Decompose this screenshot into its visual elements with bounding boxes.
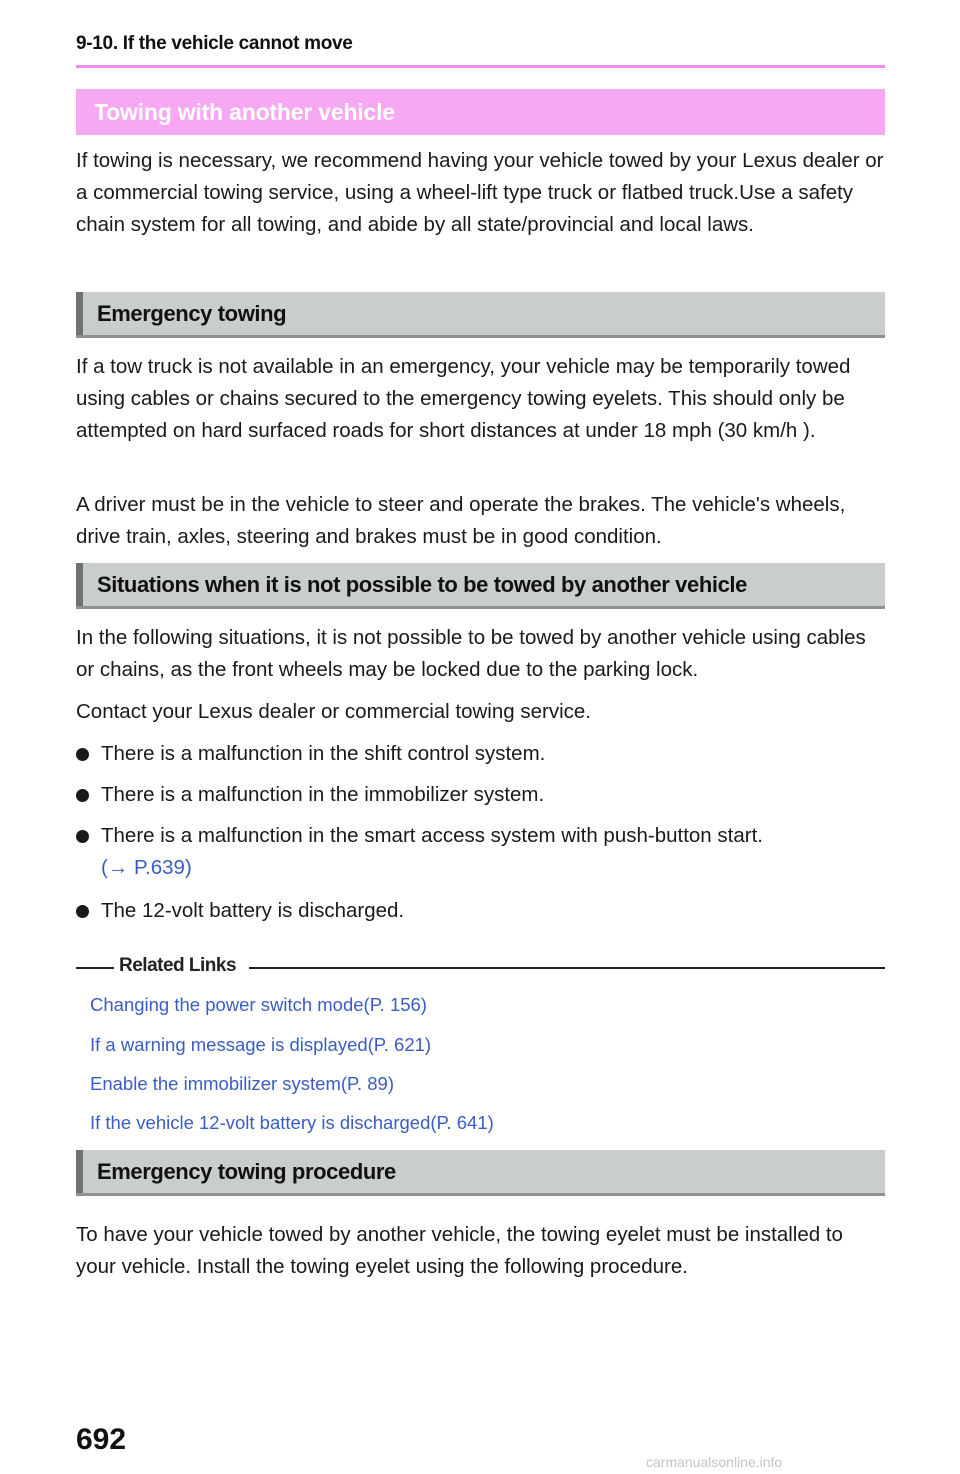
running-head: 9-10. If the vehicle cannot move — [76, 33, 353, 54]
list-item-text: There is a malfunction in the shift control system. — [101, 742, 546, 765]
bullet-icon — [76, 789, 89, 802]
related-link[interactable]: If a warning message is displayed(P. 621) — [90, 1034, 432, 1055]
related-link[interactable]: If the vehicle 12-volt battery is discharged(P. 641) — [90, 1112, 494, 1133]
procedure-paragraph: To have your vehicle towed by another vehicle, the towing eyelet must be installed to your vehicle. Install the towing eyelet using the following procedure. — [76, 1223, 843, 1278]
divider — [249, 967, 885, 969]
situations-paragraph: In the following situations, it is not possible to be towed by another vehicle using cables or chains, as the front wheels may be locked due to the parking lock. — [76, 626, 866, 681]
subheading-procedure — [76, 1150, 885, 1196]
page-number: 692 — [76, 1423, 127, 1456]
subheading-situations — [76, 563, 885, 609]
related-links-title: Related Links — [119, 955, 237, 976]
section-title-bar — [76, 89, 885, 135]
related-link[interactable]: Changing the power switch mode(P. 156) — [90, 994, 427, 1015]
list-item-text: There is a malfunction in the smart access system with push-button start. — [101, 824, 763, 847]
bullet-icon — [76, 830, 89, 843]
list-item-text-block — [101, 820, 886, 884]
contact-paragraph: Contact your Lexus dealer or commercial towing service. — [76, 700, 591, 723]
related-link[interactable]: Enable the immobilizer system(P. 89) — [90, 1073, 395, 1094]
bullet-icon — [76, 748, 89, 761]
divider — [76, 967, 114, 969]
list-item-text: The 12-volt battery is discharged. — [101, 899, 405, 922]
emergency-towing-paragraph: If a tow truck is not available in an emergency, your vehicle may be temporarily towed using cables or chains secured to the emergency towing eyelets. This should only be attempted on hard surfaced roads for short distances at under 18 mph (30 km/h ). — [76, 355, 851, 442]
driver-condition-paragraph: A driver must be in the vehicle to steer and operate the brakes. The vehicle's wheels, drive train, axles, steering and brakes must be in good condition. — [76, 493, 846, 548]
list-item-text: There is a malfunction in the immobilizer system. — [101, 783, 545, 806]
bullet-icon — [76, 905, 89, 918]
section-title: Towing with another vehicle — [94, 99, 395, 125]
subheading-emergency-towing — [76, 292, 885, 338]
subheading-label: Situations when it is not possible to be towed by another vehicle — [97, 572, 747, 597]
header-rule — [76, 65, 885, 68]
watermark: carmanualsonline.info — [646, 1454, 783, 1470]
subheading-label: Emergency towing procedure — [97, 1159, 396, 1184]
page-reference-link[interactable]: (→ P.639) — [101, 856, 192, 879]
subheading-label: Emergency towing — [97, 301, 287, 326]
intro-paragraph: If towing is necessary, we recommend having your vehicle towed by your Lexus dealer or a commercial towing service, using a wheel-lift type truck or flatbed truck.Use a safety chain system for all towing, and abide by all state/provincial and local laws. — [76, 149, 884, 236]
